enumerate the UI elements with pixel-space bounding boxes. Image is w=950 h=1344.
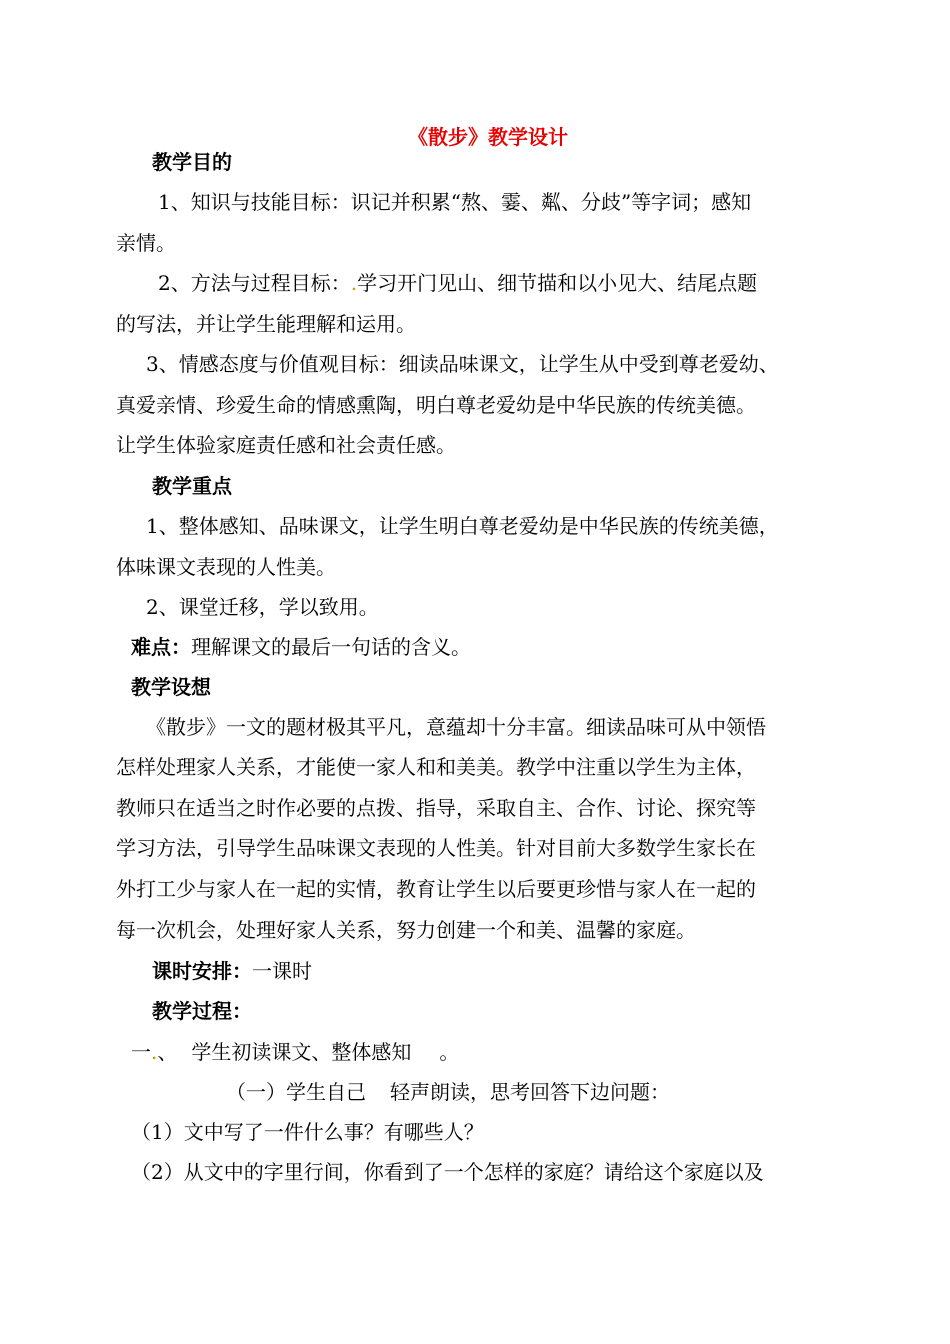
sub-1-part-b: 轻声朗读，思考回答下边问题： [390, 1080, 670, 1104]
concept-line-5: 外打工少与家人在一起的实情，教育让学生以后要更珍惜与家人在一起的 [116, 877, 756, 901]
concept-line-3: 教师只在适当之时作必要的点拨、指导，采取自主、合作、讨论、探究等 [116, 796, 756, 820]
document-title: 《散步》教学设计 [408, 125, 568, 149]
objective-2-dot: . [350, 271, 358, 295]
key-point-1-line-1: 1、整体感知、品味课文，让学生明白尊老爱幼是中华民族的传统美德， [146, 514, 779, 538]
objective-3-line-2: 真爱亲情、珍爱生命的情感熏陶，明白尊老爱幼是中华民族的传统美德。 [116, 393, 756, 417]
concept-line-6: 每一次机会，处理好家人关系，努力创建一个和美、温馨的家庭。 [116, 918, 696, 942]
sub-1-part-a: （一）学生自己 [226, 1080, 366, 1104]
concept-line-4: 学习方法，引导学生品味课文表现的人性美。针对目前大多数学生家长在 [116, 836, 756, 860]
objective-1-line-1: 1、知识与技能目标：识记并积累“熬、霎、粼、分歧”等字词；感知 [158, 190, 752, 214]
key-points-heading: 教学重点 [152, 474, 232, 498]
step-1-text: 学生初读课文、整体感知 [191, 1040, 412, 1064]
process-heading: 教学过程： [152, 999, 252, 1023]
objective-2-line-1 [158, 269, 757, 297]
step-1-separator: 、 [157, 1040, 178, 1064]
concept-line-1: 《散步》一文的题材极其平凡，意蕴却十分丰富。细读品味可从中领悟 [146, 715, 766, 739]
schedule-label: 课时安排： [152, 959, 252, 983]
process-sub-1 [226, 1078, 670, 1106]
key-point-1-line-2: 体味课文表现的人性美。 [116, 555, 336, 579]
concept-heading: 教学设想 [131, 675, 211, 699]
question-1: （1）文中写了一件什么事？有哪些人？ [131, 1120, 484, 1144]
process-step-1 [131, 1038, 459, 1066]
objective-3-line-1: 3、情感态度与价值观目标：细读品味课文，让学生从中受到尊老爱幼、 [146, 352, 779, 376]
objective-3-line-3: 让学生体验家庭责任感和社会责任感。 [116, 433, 456, 457]
key-point-2: 2、课堂迁移，学以致用。 [146, 595, 379, 619]
step-1-dot: . [151, 1040, 158, 1064]
objective-2-prefix: 2、方法与过程目标： [158, 271, 351, 295]
objectives-heading: 教学目的 [152, 150, 232, 174]
schedule-line [152, 957, 312, 985]
objective-2-line-2: 的写法，并让学生能理解和运用。 [116, 312, 416, 336]
difficulty-text: 理解课文的最后一句话的含义。 [191, 635, 471, 659]
schedule-text: 一课时 [252, 959, 312, 983]
objective-2-rest: 学习开门见山、细节描和以小见大、结尾点题 [357, 271, 758, 295]
step-1-end: 。 [439, 1040, 460, 1064]
question-2: （2）从文中的字里行间，你看到了一个怎样的家庭？请给这个家庭以及 [131, 1160, 764, 1184]
objective-1-line-2: 亲情。 [116, 231, 176, 255]
concept-line-2: 怎样处理家人关系，才能使一家人和和美美。教学中注重以学生为主体， [116, 755, 756, 779]
step-1-number: 一 [131, 1040, 151, 1064]
difficulty-line [131, 633, 471, 661]
difficulty-label: 难点： [131, 635, 191, 659]
